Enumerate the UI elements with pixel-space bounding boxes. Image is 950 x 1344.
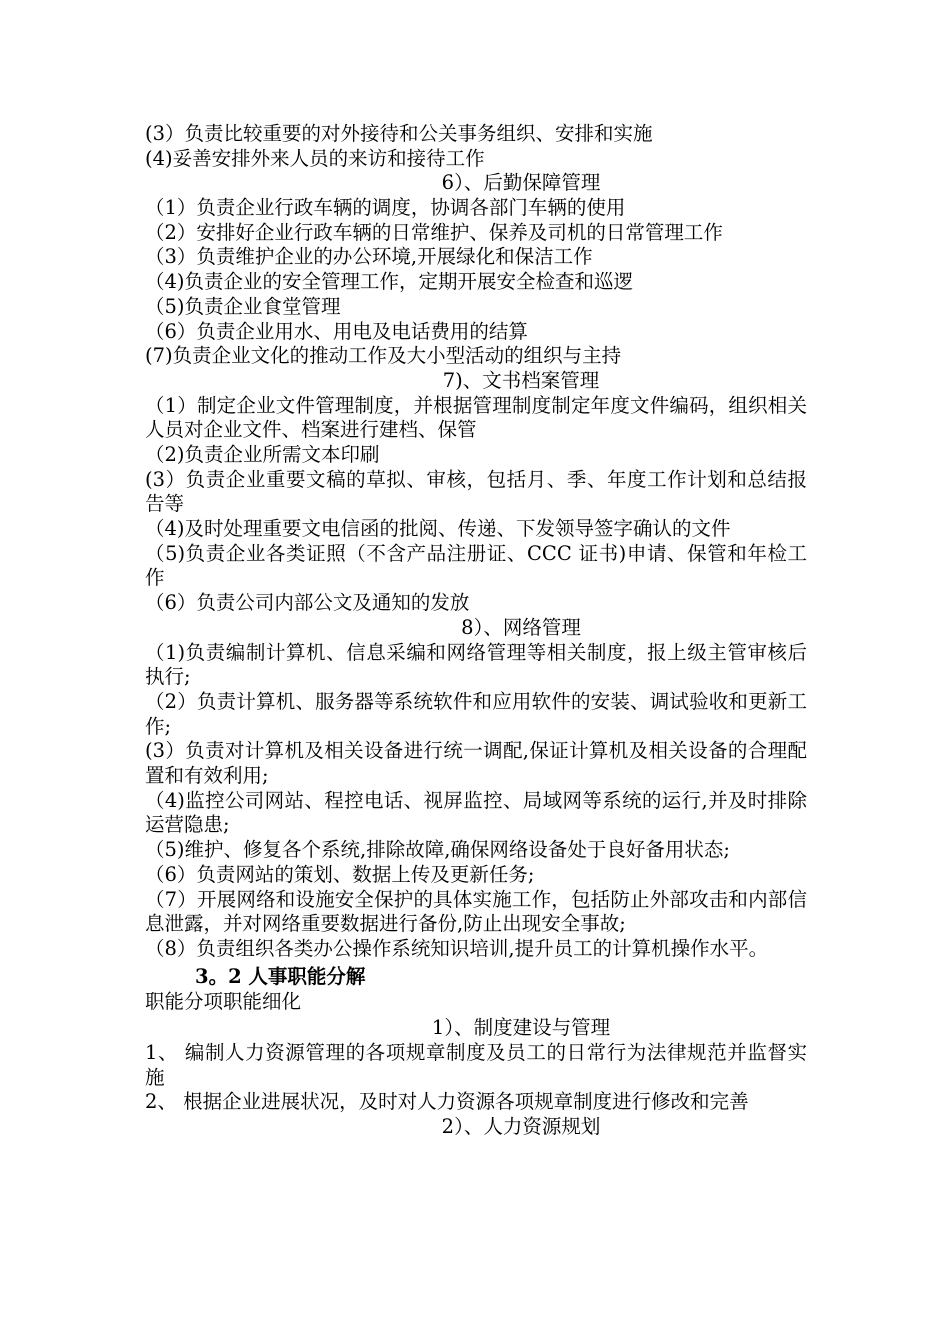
archives-item-4: （4)及时处理重要文电信函的批阅、传递、下发领导签字确认的文件 xyxy=(145,517,731,541)
network-item-2: （2）负责计算机、服务器等系统软件和应用软件的安装、调试验收和更新工作; xyxy=(145,689,807,738)
network-item-6: （6）负责网站的策划、数据上传及更新任务; xyxy=(145,862,535,886)
logistics-heading: 6）、后勤保障管理 xyxy=(441,171,601,195)
archives-heading: 7)、文书档案管理 xyxy=(442,368,600,392)
network-item-1: （1)负责编制计算机、信息采编和网络管理等相关制度，报上级主管审核后执行; xyxy=(145,640,807,689)
system-building-item-2: 2、 根据企业进展状况，及时对人力资源各项规章制度进行修改和完善 xyxy=(145,1090,749,1114)
logistics-item-3: （3）负责维护企业的办公环境,开展绿化和保洁工作 xyxy=(145,245,593,269)
network-item-7: （7）开展网络和设施安全保护的具体实施工作，包括防止外部攻击和内部信息泄露，并对网络重要数据进行备份,防止出现安全事故; xyxy=(145,887,807,936)
archives-item-1: （1）制定企业文件管理制度，并根据管理制度制定年度文件编码，组织相关人员对企业文件、档案进行建档、保管 xyxy=(145,393,807,442)
hr-section-heading: 3。2 人事职能分解 xyxy=(195,964,366,988)
logistics-item-1: （1）负责企业行政车辆的调度，协调各部门车辆的使用 xyxy=(145,196,626,220)
logistics-item-4: （4)负责企业的安全管理工作，定期开展安全检查和巡逻 xyxy=(145,270,634,294)
system-building-heading: 1）、制度建设与管理 xyxy=(431,1016,611,1040)
network-heading: 8）、网络管理 xyxy=(461,615,581,639)
logistics-item-5: （5)负责企业食堂管理 xyxy=(145,294,341,318)
network-item-3: (3）负责对计算机及相关设备进行统一调配,保证计算机及相关设备的合理配置和有效利用; xyxy=(145,739,807,788)
document-body xyxy=(145,122,807,1140)
archives-item-5: （5)负责企业各类证照（不含产品注册证、CCC 证书)申请、保管和年检工作 xyxy=(145,541,807,590)
logistics-item-7: (7)负责企业文化的推动工作及大小型活动的组织与主持 xyxy=(145,344,622,368)
network-item-4: （4)监控公司网站、程控电话、视屏监控、局域网等系统的运行,并及时排除运营隐患; xyxy=(145,788,807,837)
archives-item-3: (3）负责企业重要文稿的草拟、审核，包括月、季、年度工作计划和总结报告等 xyxy=(145,467,807,516)
archives-item-6: （6）负责公司内部公文及通知的发放 xyxy=(145,591,470,615)
planning-heading: 2）、人力资源规划 xyxy=(441,1115,601,1139)
logistics-item-2: （2）安排好企业行政车辆的日常维护、保养及司机的日常管理工作 xyxy=(145,220,723,244)
reception-item-3: (3）负责比较重要的对外接待和公关事务组织、安排和实施 xyxy=(145,122,653,145)
hr-subheading: 职能分项职能细化 xyxy=(145,989,302,1013)
system-building-item-1: 1、 编制人力资源管理的各项规章制度及员工的日常行为法律规范并监督实施 xyxy=(145,1041,807,1089)
network-item-5: （5)维护、修复各个系统,排除故障,确保网络设备处于良好备用状态; xyxy=(145,838,730,862)
network-item-8: （8）负责组织各类办公操作系统知识培训,提升员工的计算机操作水平。 xyxy=(145,936,769,960)
reception-item-4: (4)妥善安排外来人员的来访和接待工作 xyxy=(145,146,485,170)
archives-item-2: （2)负责企业所需文本印刷 xyxy=(145,442,380,466)
logistics-item-6: （6）负责企业用水、用电及电话费用的结算 xyxy=(145,319,528,343)
